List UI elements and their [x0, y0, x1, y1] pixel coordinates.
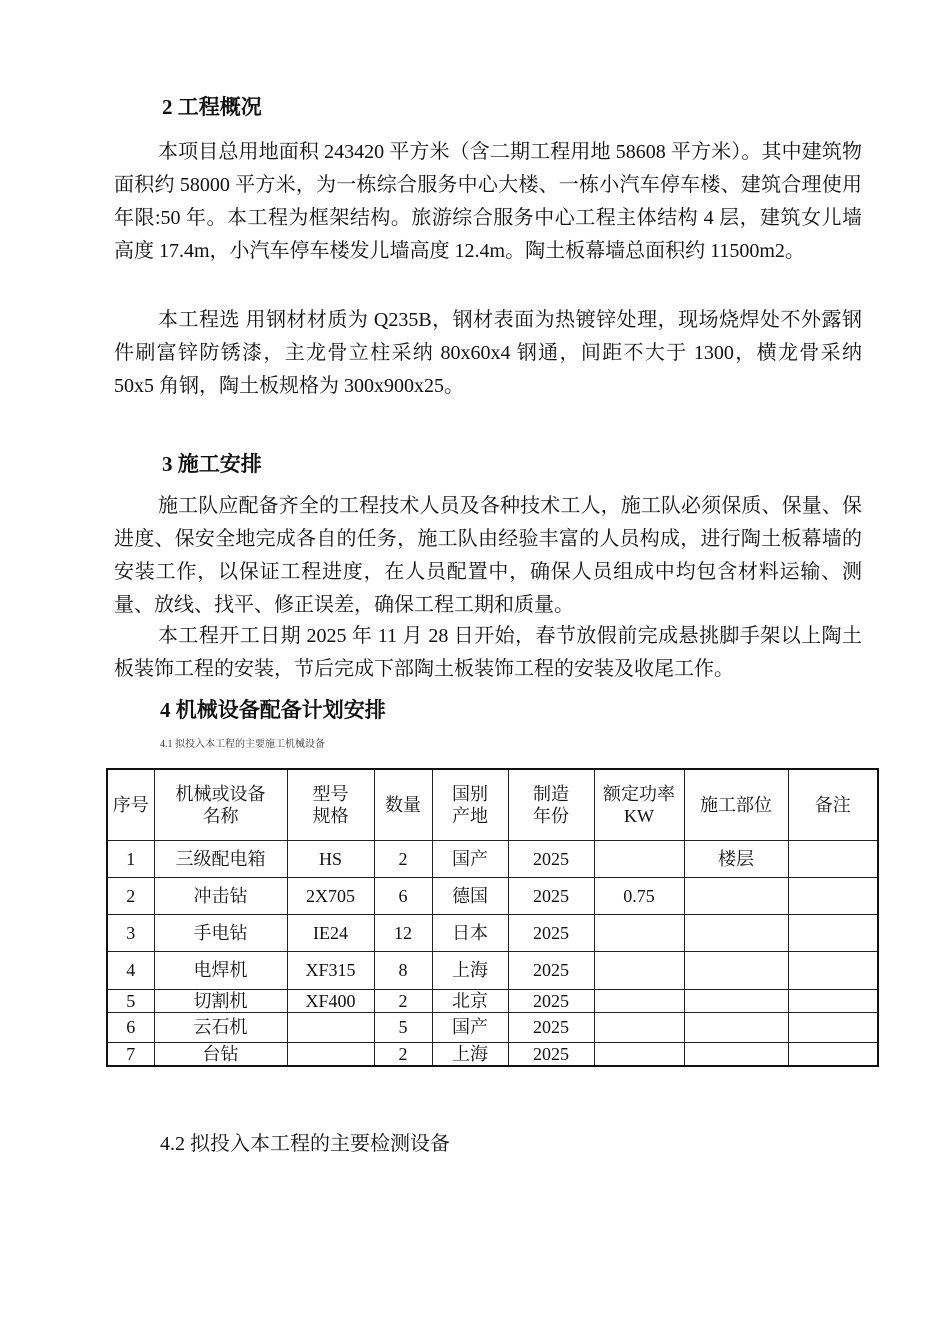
header-cell: 施工部位	[684, 769, 788, 840]
table-row	[107, 914, 878, 951]
table-cell: IE24	[287, 914, 374, 951]
table-cell: 切割机	[154, 989, 287, 1012]
table-cell: 7	[107, 1042, 154, 1066]
table-cell: 12	[374, 914, 432, 951]
header-cell: 额定功率 KW	[594, 769, 684, 840]
table-cell	[684, 914, 788, 951]
table-cell: 电焊机	[154, 951, 287, 989]
table-cell: 2	[374, 1042, 432, 1066]
table-cell	[287, 1042, 374, 1066]
table-cell: 0.75	[594, 877, 684, 914]
table-cell	[788, 914, 878, 951]
table-cell: 2025	[508, 1042, 594, 1066]
table-cell: 8	[374, 951, 432, 989]
table-cell	[684, 989, 788, 1012]
table-cell: 2	[374, 840, 432, 877]
table-header-row	[107, 769, 878, 840]
table-cell: 云石机	[154, 1012, 287, 1042]
table-cell: 2	[107, 877, 154, 914]
header-cell: 机械或设备 名称	[154, 769, 287, 840]
table-cell: 4	[107, 951, 154, 989]
table-cell	[594, 951, 684, 989]
table-cell: 冲击钻	[154, 877, 287, 914]
table-cell: 3	[107, 914, 154, 951]
table-cell: 国产	[432, 840, 508, 877]
table-cell: 楼层	[684, 840, 788, 877]
table-cell: 三级配电箱	[154, 840, 287, 877]
table-cell: HS	[287, 840, 374, 877]
table-cell: 2025	[508, 989, 594, 1012]
table-cell: 2025	[508, 914, 594, 951]
table-cell: 上海	[432, 1042, 508, 1066]
header-cell: 制造 年份	[508, 769, 594, 840]
table-cell: XF400	[287, 989, 374, 1012]
table-row	[107, 1042, 878, 1066]
table-cell: 1	[107, 840, 154, 877]
table-cell: XF315	[287, 951, 374, 989]
table-cell: 2025	[508, 840, 594, 877]
table-cell	[788, 840, 878, 877]
table-cell: 2025	[508, 877, 594, 914]
table-cell	[594, 1012, 684, 1042]
table-cell: 手电钻	[154, 914, 287, 951]
table-cell	[788, 951, 878, 989]
table-cell: 台钻	[154, 1042, 287, 1066]
table-cell: 2	[374, 989, 432, 1012]
table-cell: 2X705	[287, 877, 374, 914]
table-cell: 上海	[432, 951, 508, 989]
table-cell: 2025	[508, 951, 594, 989]
section-2-paragraph-2: 本工程选 用钢材材质为 Q235B，钢材表面为热镀锌处理，现场烧焊处不外露钢件刷富锌防锈漆，主龙骨立柱采纳 80x60x4 钢通，间距不大于 1300，横龙骨采纳 50x5 角钢，陶土板规格为 300x900x25。	[114, 309, 862, 397]
header-cell: 序号	[107, 769, 154, 840]
section-3-heading: 3 施工安排	[162, 452, 262, 476]
table-cell: 6	[374, 877, 432, 914]
table-cell	[287, 1012, 374, 1042]
table-cell	[594, 840, 684, 877]
table-cell: 北京	[432, 989, 508, 1012]
header-cell: 数量	[374, 769, 432, 840]
table-cell	[684, 951, 788, 989]
table-row	[107, 989, 878, 1012]
equipment-table	[106, 768, 879, 1067]
table-cell	[594, 914, 684, 951]
header-cell: 型号 规格	[287, 769, 374, 840]
table-cell: 6	[107, 1012, 154, 1042]
header-cell: 备注	[788, 769, 878, 840]
table-cell	[788, 877, 878, 914]
table-cell	[788, 1012, 878, 1042]
table-row	[107, 840, 878, 877]
table-cell: 国产	[432, 1012, 508, 1042]
header-cell: 国别 产地	[432, 769, 508, 840]
table-cell	[684, 1012, 788, 1042]
table-cell	[594, 1042, 684, 1066]
table-cell: 5	[107, 989, 154, 1012]
table-cell: 5	[374, 1012, 432, 1042]
table-cell	[594, 989, 684, 1012]
table-row	[107, 951, 878, 989]
subsection-4-2-heading: 4.2 拟投入本工程的主要检测设备	[160, 1133, 450, 1155]
section-2-heading: 2 工程概况	[162, 95, 262, 119]
table-cell: 日本	[432, 914, 508, 951]
table-cell	[684, 1042, 788, 1066]
table-cell	[684, 877, 788, 914]
table-row	[107, 1012, 878, 1042]
table-cell	[788, 1042, 878, 1066]
table-row	[107, 877, 878, 914]
table-cell	[788, 989, 878, 1012]
section-2-paragraph-1: 本项目总用地面积 243420 平方米（含二期工程用地 58608 平方米）。其中建筑物面积约 58000 平方米，为一栋综合服务中心大楼、一栋小汽车停车楼、建筑合理使用年限:50 年。本工程为框架结构。旅游综合服务中心工程主体结构 4 层，建筑女儿墙高度 17.4m，小汽车停车楼发儿墙高度 12.4m。陶土板幕墙总面积约 11500m2。	[114, 141, 862, 262]
table-cell: 德国	[432, 877, 508, 914]
table-caption: 4.1 拟投入本工程的主要施工机械设备	[160, 739, 325, 750]
section-4-heading: 4 机械设备配备计划安排	[160, 698, 386, 722]
section-3-paragraph-1: 施工队应配备齐全的工程技术人员及各种技术工人，施工队必须保质、保量、保进度、保安全地完成各自的任务，施工队由经验丰富的人员构成，进行陶土板幕墙的安装工作，以保证工程进度，在人员配置中，确保人员组成中均包含材料运输、测量、放线、找平、修正误差，确保工程工期和质量。	[114, 495, 862, 616]
table-cell: 2025	[508, 1012, 594, 1042]
section-3-paragraph-2: 本工程开工日期 2025 年 11 月 28 日开始，春节放假前完成悬挑脚手架以上陶土板装饰工程的安装，节后完成下部陶土板装饰工程的安装及收尾工作。	[114, 625, 862, 680]
